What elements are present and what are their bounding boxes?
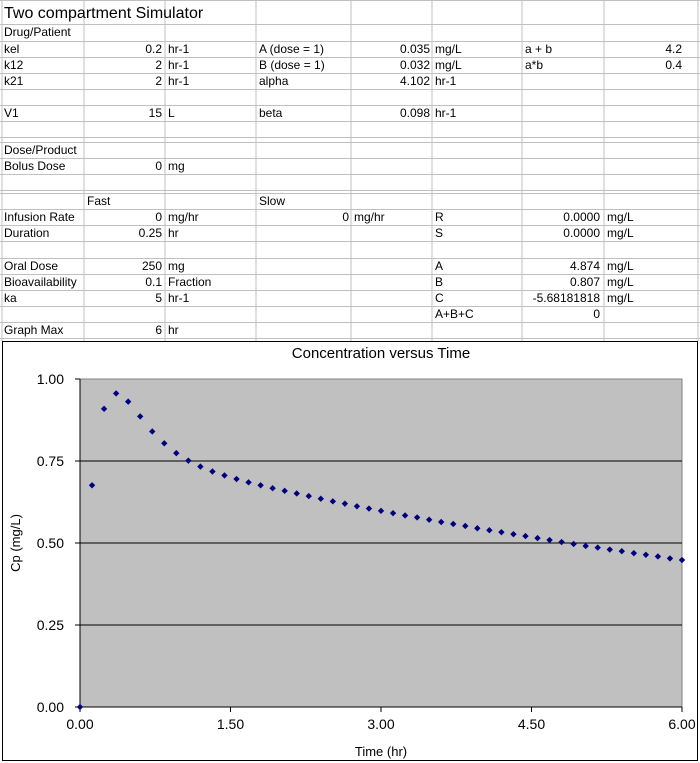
k12-label: k12	[4, 58, 24, 72]
graph-max-value[interactable]: 6	[155, 323, 162, 337]
ka-unit: hr-1	[168, 291, 190, 305]
abc-a-label: A	[435, 259, 444, 273]
k12-value[interactable]: 2	[155, 58, 162, 72]
y-tick-label: 0.75	[36, 453, 64, 469]
infusion-rate-fast-value[interactable]: 0	[155, 210, 162, 224]
abc-c-value: -5.68181818	[532, 291, 600, 305]
x-axis-label: Time (hr)	[354, 744, 408, 759]
x-tick-label: 4.50	[517, 716, 546, 732]
v1-unit: L	[168, 106, 175, 120]
abc-b-unit: mg/L	[607, 275, 634, 289]
a-plus-b-label: a + b	[525, 42, 553, 56]
oral-dose-value[interactable]: 250	[141, 259, 162, 273]
x-tick-label: 3.00	[367, 716, 395, 732]
abc-sum-value: 0	[593, 307, 600, 321]
a-times-b-label: a*b	[525, 58, 544, 72]
s-unit: mg/L	[607, 226, 634, 240]
infusion-rate-slow-value[interactable]: 0	[342, 210, 349, 224]
abc-a-value: 4.874	[569, 259, 600, 273]
bolus-dose-unit: mg	[168, 159, 185, 173]
duration-value[interactable]: 0.25	[138, 226, 162, 240]
y-tick-label: 0.50	[36, 535, 64, 551]
beta-value: 0.098	[399, 106, 430, 120]
alpha-value: 4.102	[399, 74, 430, 88]
y-tick-label: 0.25	[36, 617, 64, 633]
s-value: 0.0000	[563, 226, 600, 240]
kel-value[interactable]: 0.2	[145, 42, 162, 56]
infusion-rate-label: Infusion Rate	[4, 210, 75, 224]
a-plus-b-value: 4.2	[665, 42, 682, 56]
abc-c-label: C	[435, 291, 444, 305]
y-tick-label: 0.00	[36, 699, 64, 715]
k12-unit: hr-1	[168, 58, 190, 72]
kel-unit: hr-1	[168, 42, 190, 56]
alpha-label: alpha	[259, 74, 289, 88]
ka-value[interactable]: 5	[155, 291, 162, 305]
dose-product-header: Dose/Product	[4, 143, 77, 157]
kel-label: kel	[4, 42, 20, 56]
b-dose-value: 0.032	[399, 58, 430, 72]
b-dose-label: B (dose = 1)	[259, 58, 325, 72]
embedded-chart[interactable]	[2, 341, 698, 761]
infusion-rate-fast-unit: mg/hr	[168, 210, 199, 224]
duration-unit: hr	[168, 226, 179, 240]
k21-label: k21	[4, 74, 24, 88]
duration-label: Duration	[4, 226, 50, 240]
bioavailability-label: Bioavailability	[4, 275, 77, 289]
abc-b-label: B	[435, 275, 444, 289]
r-label: R	[435, 210, 444, 224]
sheet-title: Two compartment Simulator	[4, 5, 204, 22]
oral-dose-label: Oral Dose	[4, 259, 59, 273]
x-tick-label: 6.00	[668, 716, 696, 732]
v1-label: V1	[4, 106, 19, 120]
abc-sum-label: A+B+C	[435, 307, 474, 321]
chart-title: Concentration versus Time	[291, 345, 471, 362]
abc-c-unit: mg/L	[607, 291, 634, 305]
oral-dose-unit: mg	[168, 259, 185, 273]
a-dose-label: A (dose = 1)	[259, 42, 325, 56]
graph-max-label: Graph Max	[4, 323, 64, 337]
b-dose-unit: mg/L	[435, 58, 462, 72]
abc-b-value: 0.807	[569, 275, 600, 289]
bolus-dose-label: Bolus Dose	[4, 159, 66, 173]
beta-label: beta	[259, 106, 283, 120]
k21-unit: hr-1	[168, 74, 190, 88]
bolus-dose-value[interactable]: 0	[155, 159, 162, 173]
bioavailability-value[interactable]: 0.1	[145, 275, 162, 289]
r-value: 0.0000	[563, 210, 600, 224]
a-dose-unit: mg/L	[435, 42, 462, 56]
v1-value[interactable]: 15	[148, 106, 162, 120]
infusion-rate-slow-unit: mg/hr	[354, 210, 385, 224]
concentration-chart	[3, 342, 697, 760]
alpha-unit: hr-1	[435, 74, 457, 88]
a-dose-value: 0.035	[399, 42, 430, 56]
fast-header: Fast	[87, 194, 111, 208]
y-axis-label: Cp (mg/L)	[8, 514, 23, 572]
r-unit: mg/L	[607, 210, 634, 224]
a-times-b-value: 0.4	[665, 58, 682, 72]
s-label: S	[435, 226, 444, 240]
slow-header: Slow	[259, 194, 286, 208]
x-tick-label: 0.00	[66, 716, 94, 732]
bioavailability-unit: Fraction	[168, 275, 212, 289]
drug-patient-header: Drug/Patient	[4, 25, 71, 39]
abc-a-unit: mg/L	[607, 259, 634, 273]
k21-value[interactable]: 2	[155, 74, 162, 88]
graph-max-unit: hr	[168, 323, 179, 337]
x-tick-label: 1.50	[216, 716, 245, 732]
ka-label: ka	[4, 291, 17, 305]
y-tick-label: 1.00	[36, 371, 64, 387]
beta-unit: hr-1	[435, 106, 457, 120]
